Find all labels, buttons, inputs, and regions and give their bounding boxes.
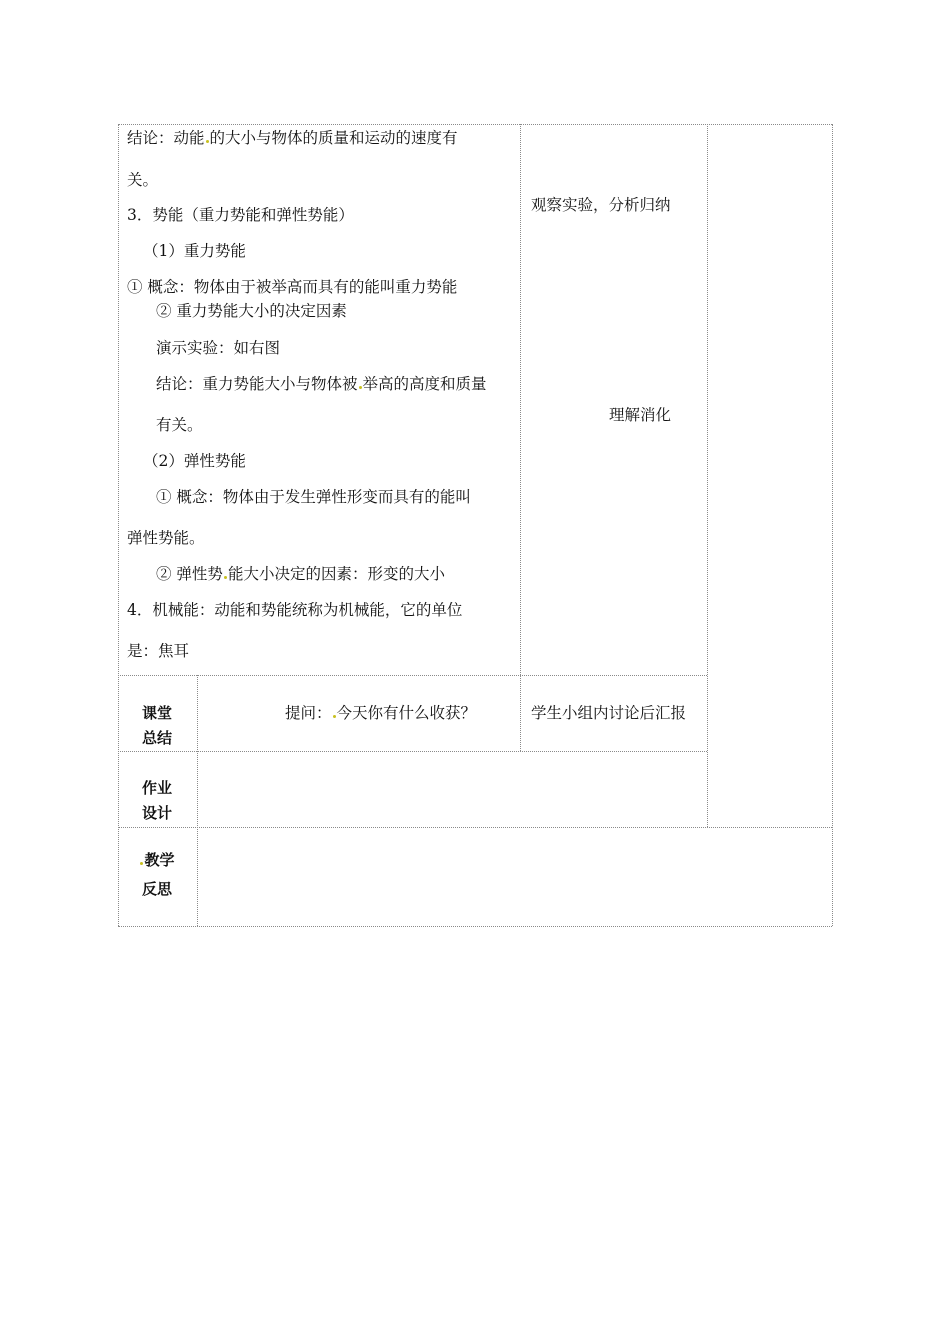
content-line: 3．势能（重力势能和弹性势能） bbox=[127, 206, 354, 224]
reflection-label-line1 bbox=[127, 848, 187, 873]
marker-dot bbox=[359, 386, 362, 389]
content-line: 弹性势能。 bbox=[127, 529, 205, 547]
summary-question: 提问： 今天你有什么收获？ bbox=[285, 704, 477, 722]
reflection-label-text: 教学 bbox=[144, 851, 175, 869]
homework-label-line2: 设计 bbox=[141, 804, 172, 822]
table-border-left bbox=[118, 124, 119, 926]
marker-dot bbox=[206, 140, 209, 143]
table-border-bottom bbox=[118, 926, 832, 927]
homework-label-line1: 作业 bbox=[141, 779, 172, 797]
reflection-label-line2: 反思 bbox=[141, 880, 172, 898]
content-line: 演示实验：如右图 bbox=[156, 339, 281, 357]
content-line: 4．机械能：动能和势能统称为机械能，它的单位 bbox=[127, 601, 463, 619]
row-divider-reflection-top bbox=[118, 827, 832, 828]
content-line: 是：焦耳 bbox=[127, 642, 190, 660]
summary-label-line2: 总结 bbox=[141, 729, 172, 747]
label-column-divider bbox=[197, 675, 198, 926]
content-line: （2）弹性势能 bbox=[143, 452, 246, 470]
summary-student-activity: 学生小组内讨论后汇报 bbox=[531, 704, 687, 722]
content-line: （1）重力势能 bbox=[143, 242, 246, 260]
content-line: ① 概念：物体由于发生弹性形变而具有的能叫 bbox=[156, 488, 471, 506]
content-line: 关。 bbox=[127, 171, 159, 189]
marker-dot bbox=[224, 576, 227, 579]
activity-understand: 理解消化 bbox=[609, 406, 672, 424]
activity-column-divider bbox=[707, 124, 708, 827]
row-divider-summary-top bbox=[118, 675, 707, 676]
marker-dot bbox=[333, 715, 336, 718]
content-line: 结论：动能 的大小与物体的质量和运动的速度有 bbox=[127, 129, 458, 147]
content-line: ② 弹性势 能大小决定的因素：形变的大小 bbox=[156, 565, 445, 583]
content-line: ① 概念：物体由于被举高而具有的能叫重力势能 bbox=[127, 278, 458, 296]
row-divider-homework-top bbox=[118, 751, 707, 752]
content-column-divider bbox=[520, 124, 521, 751]
content-line: ② 重力势能大小的决定因素 bbox=[156, 302, 347, 320]
summary-label-line1: 课堂 bbox=[141, 704, 172, 722]
table-border-right bbox=[832, 124, 833, 926]
activity-observe: 观察实验，分析归纳 bbox=[531, 196, 671, 214]
content-line: 有关。 bbox=[156, 416, 203, 434]
table-border-top bbox=[118, 124, 832, 125]
content-line: 结论：重力势能大小与物体被 举高的高度和质量 bbox=[156, 375, 487, 393]
